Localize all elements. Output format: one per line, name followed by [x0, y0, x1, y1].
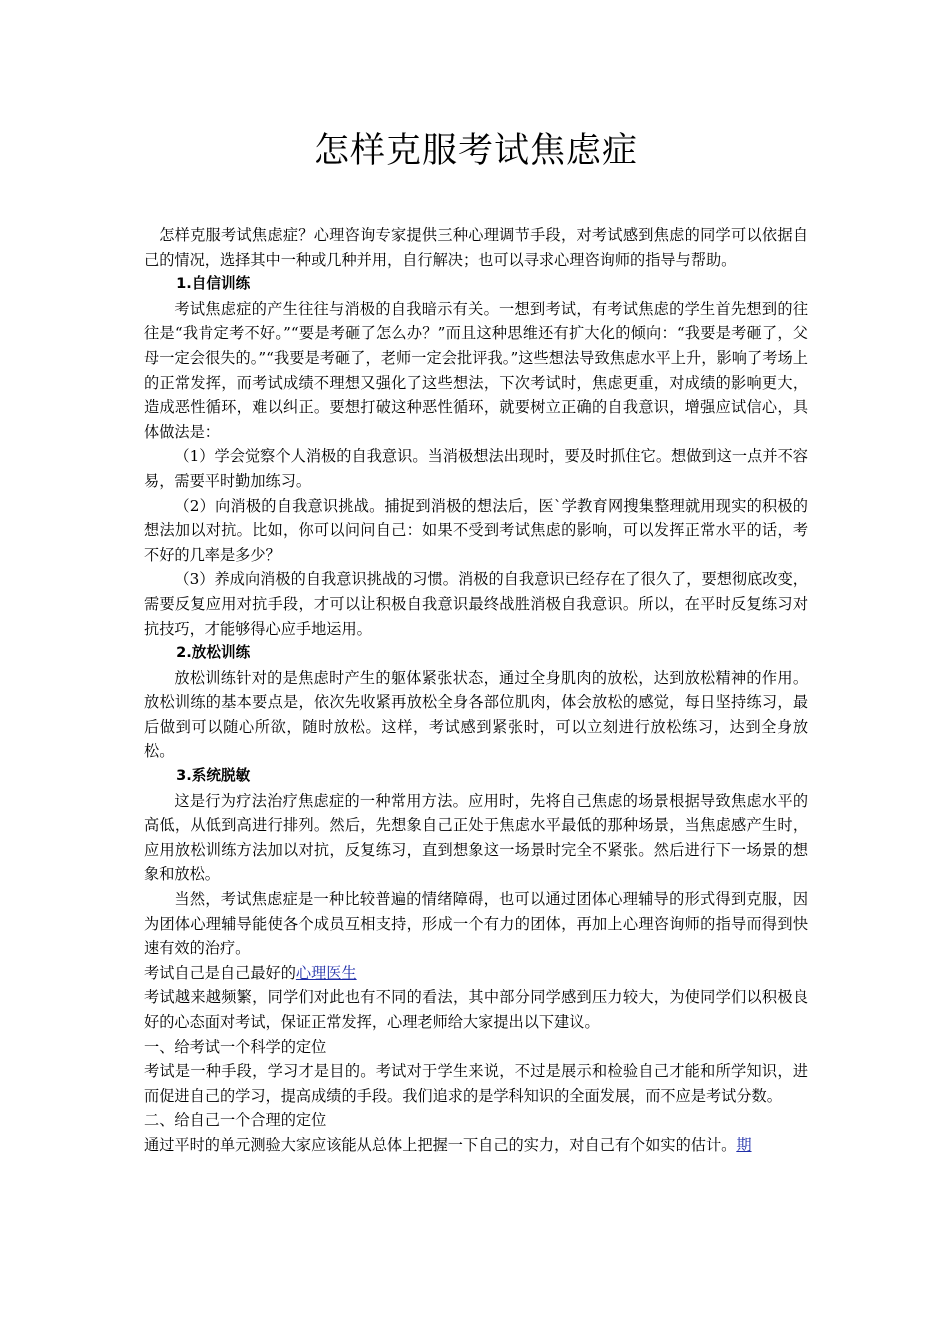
confidence-item-1: （1）学会觉察个人消极的自我意识。当消极想法出现时，要及时抓住它。想做到这一点并不容易，需要平时勤加练习。 — [144, 447, 808, 490]
intro-paragraph: 怎样克服考试焦虑症？心理咨询专家提供三种心理调节手段，对考试感到焦虑的同学可以依据自己的情况，选择其中一种或几种并用，自行解决；也可以寻求心理咨询师的指导与帮助。 — [144, 226, 808, 269]
confidence-item-3: （3）养成向消极的自我意识挑战的习惯。消极的自我意识已经存在了很久了，要想彻底改变，需要反复应用对抗手段，才可以让积极自我意识最终战胜消极自我意识。所以，在平时反复练习对抗技巧，才能够得心应手地运用。 — [144, 570, 808, 638]
confidence-item-2: （2）向消极的自我意识挑战。捕捉到消极的想法后，医`学教育网搜集整理就用现实的积极的想法加以对抗。比如，你可以问问自己：如果不受到考试焦虑的影响，可以发挥正常水平的话，考不好的几率是多少？ — [144, 496, 808, 564]
document-title: 怎样克服考试焦虑症 — [313, 131, 638, 171]
article2-paragraph-1: 考试是一种手段，学习才是目的。考试对于学生来说，不过是展示和检验自己才能和所学知识，进而促进自己的学习，提高成绩的手段。我们追求的是学科知识的全面发展，而不应是考试分数。 — [144, 1062, 808, 1105]
document-page — [144, 0, 808, 1158]
desensitize-paragraph: 这是行为疗法治疗焦虑症的一种常用方法。应用时，先将自己焦虑的场景根据导致焦虑水平的高低，从低到高进行排列。然后，先想象自己正处于焦虑水平最低的那种场景，当焦虑感产生时，应用放松训练方法加以对抗，反复练习，直到想象这一场景时完全不紧张。然后进行下一场景的想象和放松。 — [144, 791, 808, 884]
psychologist-link[interactable]: 心理医生 — [295, 963, 357, 982]
section-heading-confidence: 1.自信训练 — [176, 275, 251, 293]
section-heading-relax: 2.放松训练 — [176, 644, 251, 662]
article2-title-line — [144, 961, 808, 986]
relax-paragraph: 放松训练针对的是焦虑时产生的躯体紧张状态，通过全身肌肉的放松，达到放松精神的作用。放松训练的基本要点是，依次先收紧再放松全身各部位肌肉，体会放松的感觉，每日坚持练习，最后做到可以随心所欲，随时放松。这样，考试感到紧张时，可以立刻进行放松练习，达到全身放松。 — [144, 668, 808, 761]
continuation-link[interactable]: 期 — [736, 1135, 752, 1154]
article2-intro: 考试越来越频繁，同学们对此也有不同的看法，其中部分同学感到压力较大，为使同学们以积极良好的心态面对考试，保证正常发挥，心理老师给大家提出以下建议。 — [144, 988, 808, 1031]
closing-paragraph: 当然，考试焦虑症是一种比较普遍的情绪障碍，也可以通过团体心理辅导的形式得到克服，因为团体心理辅导能使各个成员互相支持，形成一个有力的团体，再加上心理咨询师的指导而得到快速有效的治疗。 — [144, 890, 808, 958]
article2-paragraph-2: 通过平时的单元测验大家应该能从总体上把握一下自己的实力，对自己有个如实的估计。 — [144, 1135, 737, 1154]
article2-heading-2: 二、给自己一个合理的定位 — [144, 1111, 327, 1130]
document-body — [144, 223, 808, 1158]
article2-paragraph-2-line — [144, 1133, 808, 1158]
article2-heading-1: 一、给考试一个科学的定位 — [144, 1037, 327, 1056]
article2-title-text: 考试自己是自己最好的 — [144, 963, 296, 982]
confidence-paragraph: 考试焦虑症的产生往往与消极的自我暗示有关。一想到考试，有考试焦虑的学生首先想到的往往是“我肯定考不好。”“要是考砸了怎么办？”而且这种思维还有扩大化的倾向：“我要是考砸了，父母一定会很失的。”“我要是考砸了，老师一定会批评我。”这些想法导致焦虑水平上升，影响了考场上的正常发挥，而考试成绩不理想又强化了这些想法，下次考试时，焦虑更重，对成绩的影响更大，造成恶性循环，难以纠正。要想打破这种恶性循环，就要树立正确的自我意识，增强应试信心，具体做法是： — [144, 299, 808, 441]
section-heading-desensitize: 3.系统脱敏 — [176, 767, 251, 785]
